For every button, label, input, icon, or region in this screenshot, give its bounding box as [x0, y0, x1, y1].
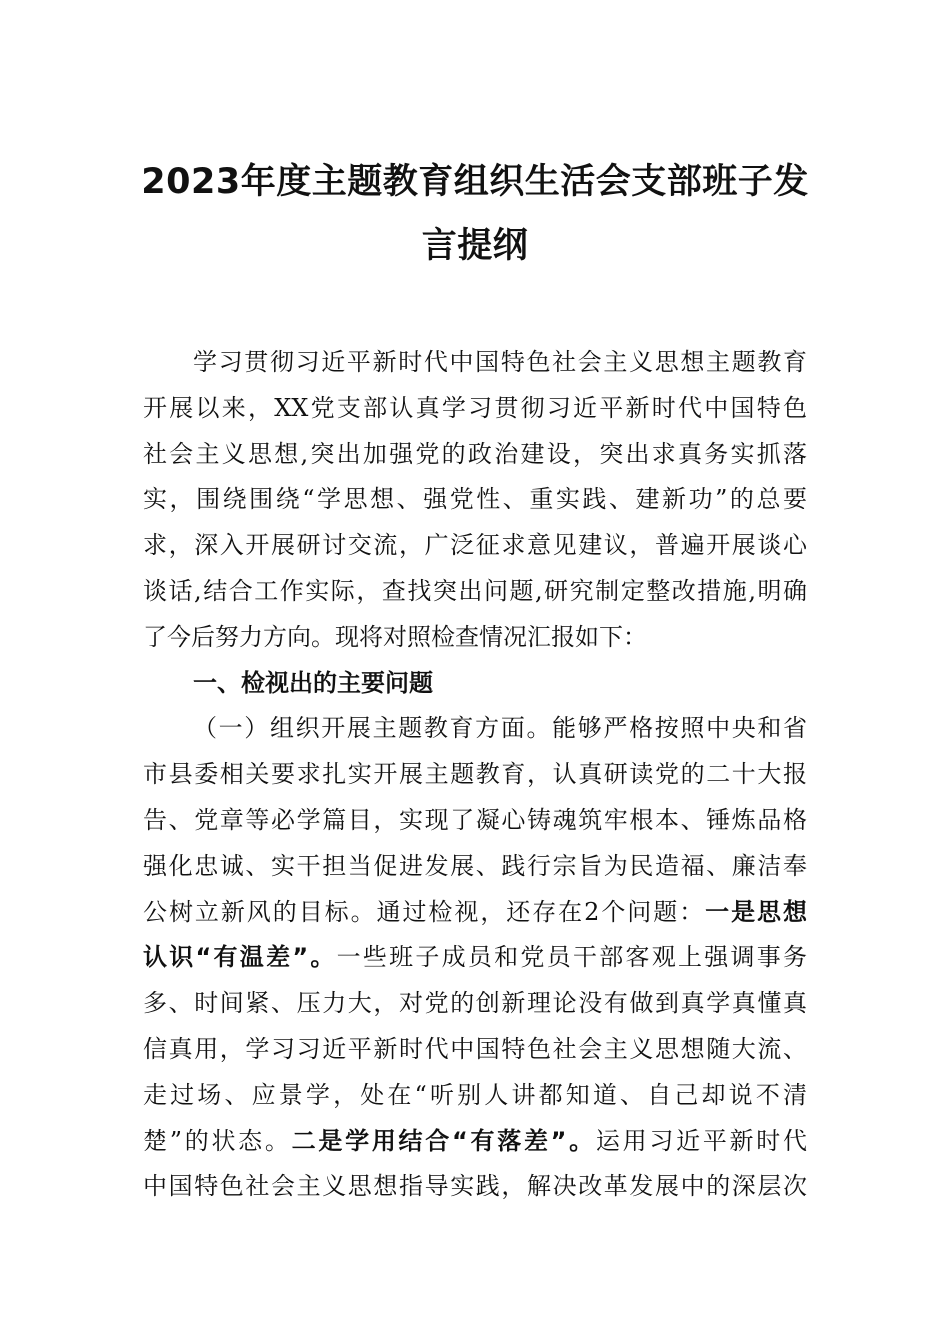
para-bold: 一是思想 — [705, 897, 807, 926]
para-line: 多、时间紧、压力大，对党的创新理论没有做到真学真懂真 — [143, 989, 807, 1018]
title-line: 言提纲 — [421, 226, 529, 266]
document-title — [140, 150, 810, 278]
para-text: 运用习近平新时代 — [595, 1126, 807, 1155]
intro-line: 谈话,结合工作实际，查找突出问题,研究制定整改措施,明确 — [143, 576, 807, 605]
para-line: 信真用，学习习近平新时代中国特色社会主义思想随大流、 — [143, 1034, 807, 1063]
para-label: （一） — [193, 714, 270, 743]
para-text: 楚”的状态。 — [143, 1126, 292, 1155]
document-body — [143, 340, 807, 1210]
para-bold: 二是学用结合“有落差”。 — [291, 1126, 596, 1155]
para-bold: 认识“有温差”。 — [143, 943, 337, 972]
intro-line: 了今后努力方向。现将对照检查情况汇报如下： — [143, 622, 647, 651]
section-heading: 一、检视出的主要问题 — [193, 668, 433, 697]
para-line: 市县委相关要求扎实开展主题教育，认真研读党的二十大报 — [143, 760, 807, 789]
para-text: 公树立新风的目标。通过检视，还存在2个问题： — [143, 897, 706, 926]
para-line — [143, 706, 807, 752]
para-line: 走过场、应景学，处在“听别人讲都知道、自己却说不清 — [143, 1080, 807, 1109]
para-topic: 组织开展主题教育方面。 — [269, 714, 553, 743]
para-line — [143, 890, 807, 936]
intro-line: 开展以来，XX党支部认真学习贯彻习近平新时代中国特色 — [143, 393, 807, 422]
intro-line: 求，深入开展研讨交流，广泛征求意见建议，普遍开展谈心 — [143, 531, 807, 560]
intro-line: 实，围绕围绕“学思想、强党性、重实践、建新功”的总要 — [143, 485, 807, 514]
intro-line: 学习贯彻习近平新时代中国特色社会主义思想主题教育 — [193, 348, 807, 376]
para-text: 能够严格按照中央和省 — [552, 714, 807, 743]
intro-line: 社会主义思想,突出加强党的政治建设，突出求真务实抓落 — [143, 439, 807, 468]
para-line: 中国特色社会主义思想指导实践，解决改革发展中的深层次 — [143, 1172, 807, 1201]
title-line: 2023年度主题教育组织生活会支部班子发 — [141, 162, 809, 202]
para-line: 告、党章等必学篇目，实现了凝心铸魂筑牢根本、锤炼品格 — [143, 805, 807, 834]
para-text: 一些班子成员和党员干部客观上强调事务 — [336, 943, 807, 972]
para-line — [143, 935, 807, 981]
para-line: 强化忠诚、实干担当促进发展、践行宗旨为民造福、廉洁奉 — [143, 851, 807, 880]
para-line — [143, 1119, 807, 1165]
